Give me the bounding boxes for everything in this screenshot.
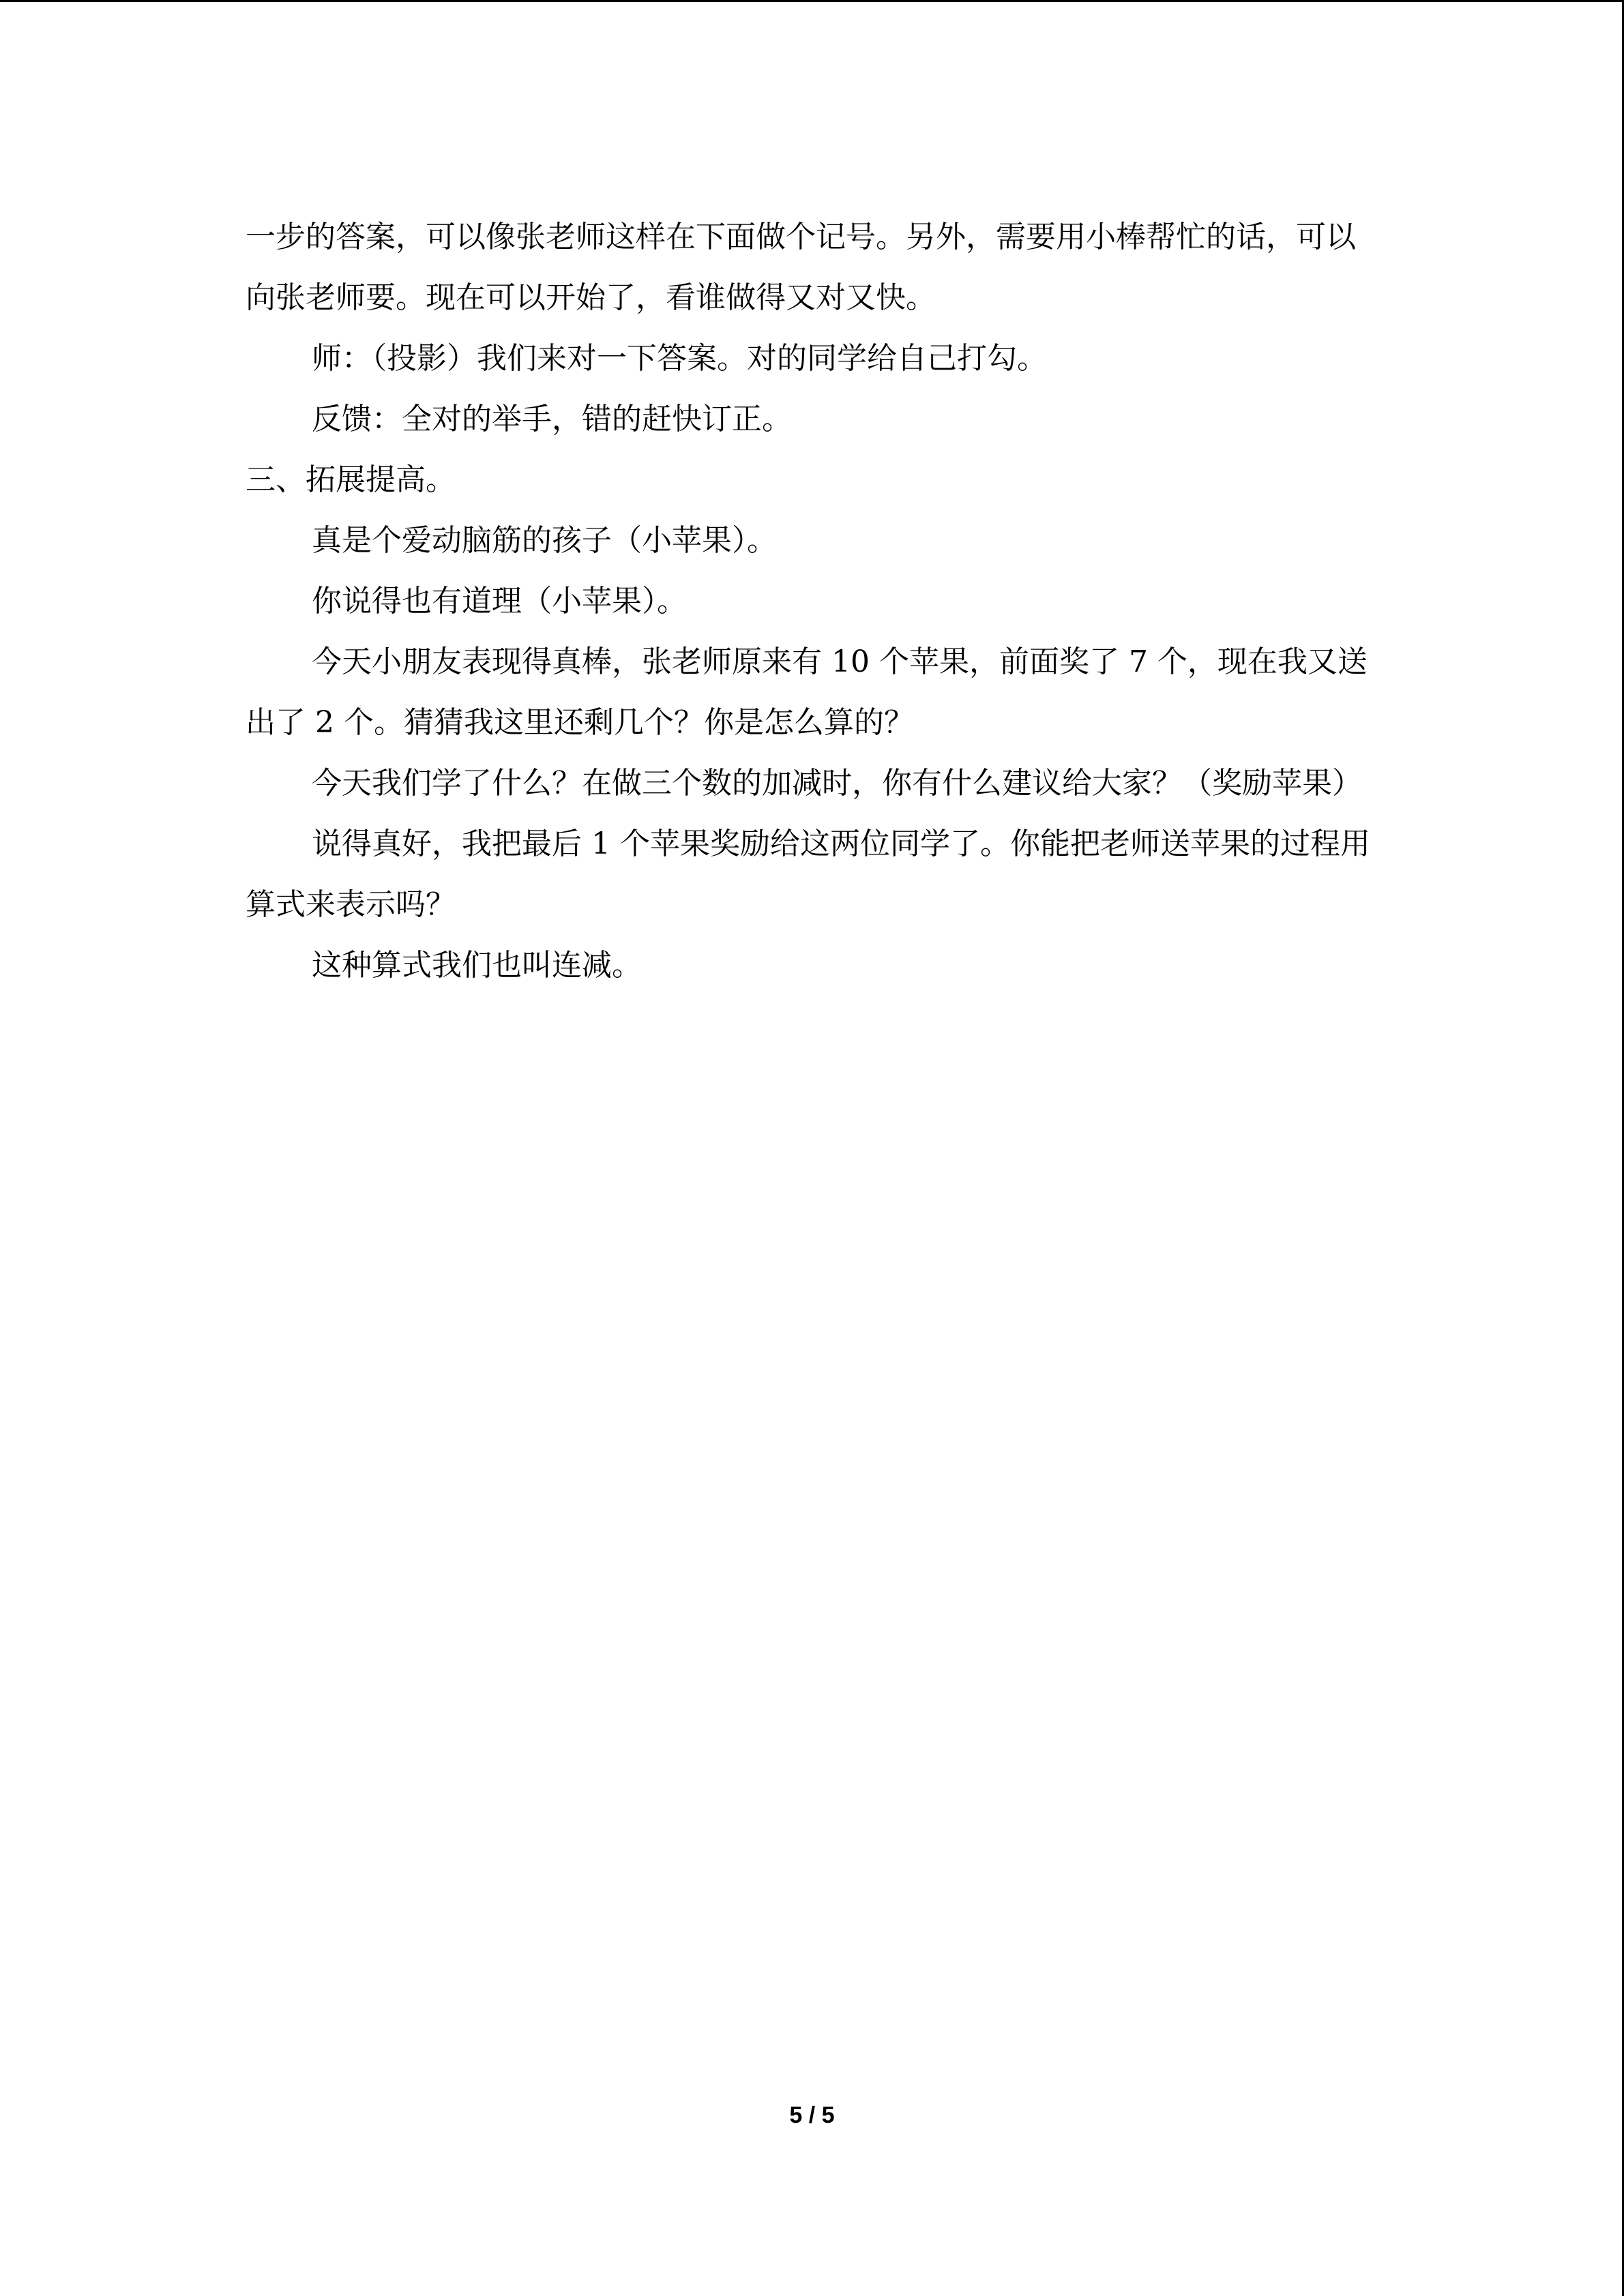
paragraph-5: 真是个爱动脑筋的孩子（小苹果）。 bbox=[312, 523, 777, 558]
paragraph-6: 你说得也有道理（小苹果）。 bbox=[312, 584, 687, 618]
paragraph-8: 今天我们学了什么？在做三个数的加减时，你有什么建议给大家？（奖励苹果） bbox=[312, 766, 1362, 801]
paragraph-2: 师：（投影）我们来对一下答案。对的同学给自己打勾。 bbox=[312, 341, 1047, 376]
document-body bbox=[246, 207, 1378, 996]
paragraph-10: 这种算式我们也叫连减。 bbox=[312, 948, 642, 983]
paragraph-3: 反馈：全对的举手，错的赶快订正。 bbox=[312, 402, 792, 436]
paragraph-9: 说得真好，我把最后 1 个苹果奖励给这两位同学了。你能把老师送苹果的过程用算式来表示吗？ bbox=[246, 826, 1370, 922]
page-number: 5 / 5 bbox=[789, 2102, 835, 2128]
paragraph-1: 一步的答案，可以像张老师这样在下面做个记号。另外，需要用小棒帮忙的话，可以向张老师要。现在可以开始了，看谁做得又对又快。 bbox=[246, 220, 1356, 315]
section-heading-extension: 三、拓展提高。 bbox=[246, 462, 456, 497]
paragraph-7: 今天小朋友表现得真棒，张老师原来有 10 个苹果，前面奖了 7 个，现在我又送出了 2 个。猜猜我这里还剩几个？你是怎么算的？ bbox=[246, 644, 1368, 740]
